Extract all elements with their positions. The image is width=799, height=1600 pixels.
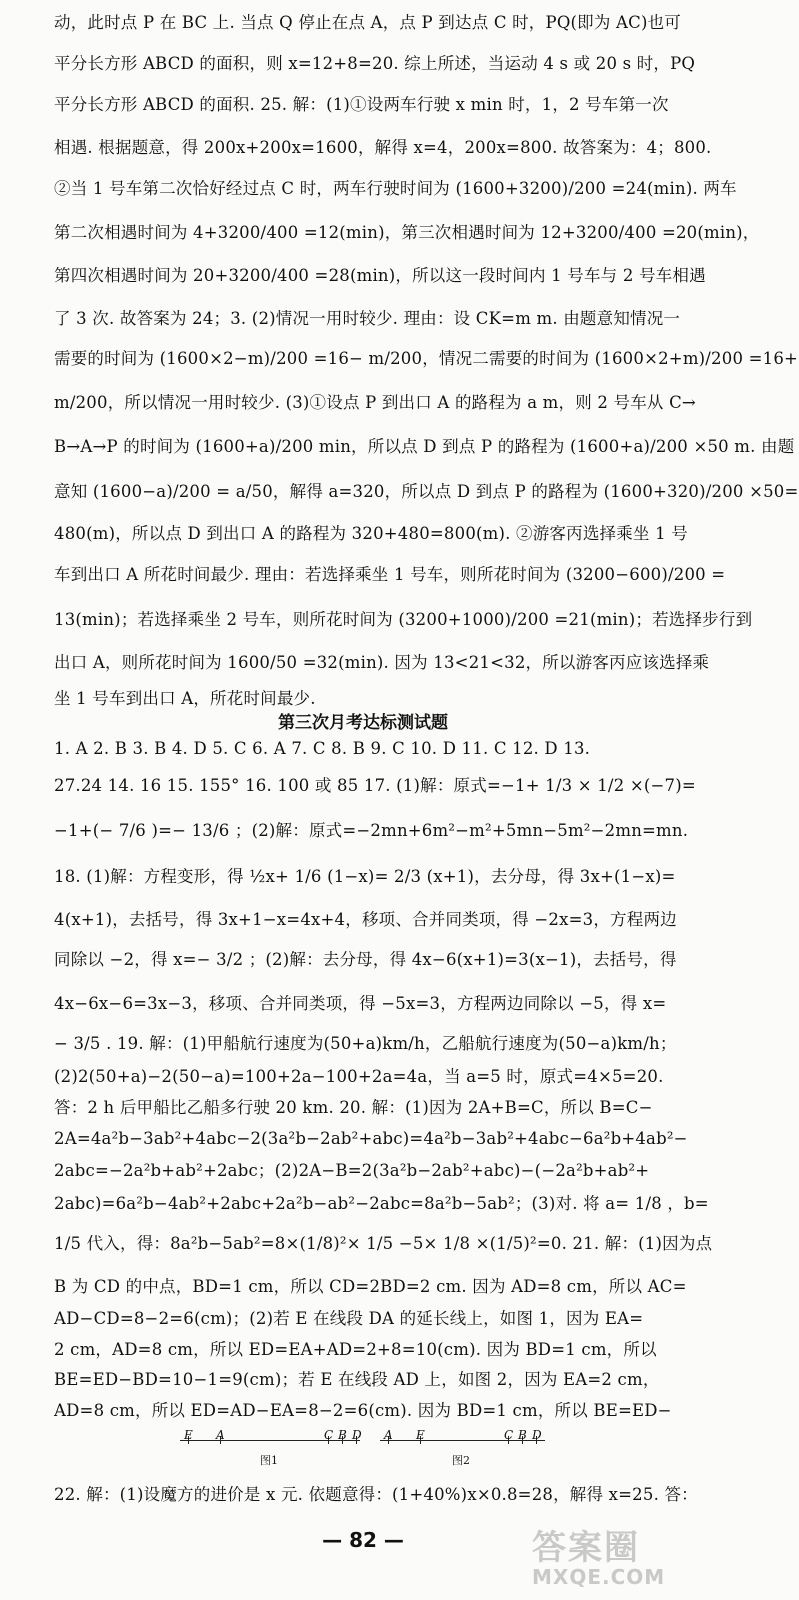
- text-line: 需要的时间为 (1600×2−m)/200 =16− m/200，情况二需要的时间为 (1600×2+m)/200 =16+: [54, 349, 799, 368]
- answer-line: 18. (1)解：方程变形，得 ½x+ 1/6 (1−x)= 2/3 (x+1)，去分母，得 3x+(1−x)=: [54, 867, 676, 886]
- answer-line: 4x−6x−6=3x−3，移项、合并同类项，得 −5x=3，方程两边同除以 −5，得 x=: [54, 994, 667, 1013]
- point-label-d: D: [532, 1428, 542, 1442]
- text-line: 坐 1 号车到出口 A，所花时间最少.: [54, 689, 316, 708]
- text-line: 了 3 次. 故答案为 24；3. (2)情况一用时较少. 理由：设 CK=m m. 由题意知情况一: [54, 309, 681, 328]
- text-line: 意知 (1600−a)/200 = a/50，解得 a=320，所以点 D 到点 P 的路程为 (1600+320)/200 ×50=: [54, 482, 799, 501]
- answer-line: 2 cm，AD=8 cm，所以 ED=EA+AD=2+8=10(cm). 因为 BD=1 cm，所以: [54, 1340, 657, 1359]
- answer-line: 1. A 2. B 3. B 4. D 5. C 6. A 7. C 8. B 9. C 10. D 11. C 12. D 13.: [54, 739, 591, 758]
- point-label-c: C: [324, 1428, 334, 1442]
- text-line: 车到出口 A 所花时间最少. 理由：若选择乘坐 1 号车，则所花时间为 (3200−600)/200 =: [54, 565, 726, 584]
- text-line: 动，此时点 P 在 BC 上. 当点 Q 停止在点 A，点 P 到达点 C 时，PQ(即为 AC)也可: [54, 13, 682, 32]
- line-segment-figures: [180, 1430, 560, 1474]
- text-line: m/200，所以情况一用时较少. (3)①设点 P 到出口 A 的路程为 a m，则 2 号车从 C→: [54, 393, 696, 412]
- page-number: — 82 —: [322, 1528, 404, 1552]
- text-line: 22. 解：(1)设魔方的进价是 x 元. 依题意得：(1+40%)x×0.8=28，解得 x=25. 答：: [54, 1485, 698, 1504]
- watermark-text: 答案圈: [532, 1528, 640, 1568]
- answer-line: −1+(− 7/6 )=− 13/6 ；(2)解：原式=−2mn+6m²−m²+5mn−5m²−2mn=mn.: [54, 821, 689, 840]
- point-label-c: C: [504, 1428, 514, 1442]
- figure-2: [380, 1430, 545, 1474]
- text-line: 13(min)；若选择乘坐 2 号车，则所花时间为 (3200+1000)/200 =21(min)；若选择步行到: [54, 610, 753, 629]
- answer-line: 1/5 代入，得：8a²b−5ab²=8×(1/8)²× 1/5 −5× 1/8 ×(1/5)²=0. 21. 解：(1)因为点: [54, 1234, 713, 1253]
- point-label-e: E: [184, 1428, 193, 1442]
- point-label-a: A: [384, 1428, 393, 1442]
- answer-line: (2)2(50+a)−2(50−a)=100+2a−100+2a=4a，当 a=5 时，原式=4×5=20.: [54, 1067, 664, 1086]
- answer-line: 答：2 h 后甲船比乙船多行驶 20 km. 20. 解：(1)因为 2A+B=C，所以 B=C−: [54, 1098, 653, 1117]
- text-line: 出口 A，则所花时间为 1600/50 =32(min). 因为 13<21<32，所以游客丙应该选择乘: [54, 653, 710, 672]
- text-line: ②当 1 号车第二次恰好经过点 C 时，两车行驶时间为 (1600+3200)/200 =24(min). 两车: [54, 179, 737, 198]
- answer-line: BE=ED−BD=10−1=9(cm)；若 E 在线段 AD 上，如图 2，因为 EA=2 cm，: [54, 1370, 660, 1389]
- answer-line: 同除以 −2，得 x=− 3/2 ；(2)解：去分母，得 4x−6(x+1)=3(x−1)，去括号，得: [54, 950, 677, 969]
- watermark-logo: [532, 1530, 712, 1594]
- point-label-e: E: [416, 1428, 425, 1442]
- answer-line: AD=8 cm，所以 ED=AD−EA=8−2=6(cm). 因为 BD=1 cm，所以 BE=ED−: [54, 1401, 672, 1420]
- point-label-b: B: [338, 1428, 347, 1442]
- answer-line: 2abc=−2a²b+ab²+2abc；(2)2A−B=2(3a²b−2ab²+abc)−(−2a²b+ab²+: [54, 1161, 650, 1180]
- figure-caption: 图1: [260, 1454, 278, 1467]
- text-line: 平分长方形 ABCD 的面积. 25. 解：(1)①设两车行驶 x min 时，1，2 号车第一次: [54, 95, 669, 114]
- text-line: 480(m)，所以点 D 到出口 A 的路程为 320+480=800(m). ②游客丙选择乘坐 1 号: [54, 524, 688, 543]
- point-label-d: D: [352, 1428, 362, 1442]
- answer-line: 27.24 14. 16 15. 155° 16. 100 或 85 17. (1)解：原式=−1+ 1/3 × 1/2 ×(−7)=: [54, 776, 696, 795]
- point-label-b: B: [518, 1428, 527, 1442]
- answer-line: 2A=4a²b−3ab²+4abc−2(3a²b−2ab²+abc)=4a²b−3ab²+4abc−6a²b+4ab²−: [54, 1129, 688, 1148]
- point-label-a: A: [216, 1428, 225, 1442]
- answer-line: 4(x+1)，去括号，得 3x+1−x=4x+4，移项、合并同类项，得 −2x=3，方程两边: [54, 910, 677, 929]
- text-line: 相遇. 根据题意，得 200x+200x=1600，解得 x=4，200x=800. 故答案为：4；800.: [54, 138, 712, 157]
- text-line: 第四次相遇时间为 20+3200/400 =28(min)，所以这一段时间内 1 号车与 2 号车相遇: [54, 266, 706, 285]
- answer-line: 2abc)=6a²b−4ab²+2abc+2a²b−ab²−2abc=8a²b−5ab²；(3)对. 将 a= 1/8 ，b=: [54, 1194, 709, 1213]
- figure-caption: 图2: [452, 1454, 470, 1467]
- answer-line: AD−CD=8−2=6(cm)；(2)若 E 在线段 DA 的延长线上，如图 1，因为 EA=: [54, 1309, 644, 1328]
- section-heading: 第三次月考达标测试题: [278, 713, 448, 733]
- text-line: B→A→P 的时间为 (1600+a)/200 min，所以点 D 到点 P 的路程为 (1600+a)/200 ×50 m. 由题: [54, 437, 795, 456]
- figure-1: [180, 1430, 360, 1474]
- answer-line: − 3/5 . 19. 解：(1)甲船航行速度为(50+a)km/h，乙船航行速度为(50−a)km/h；: [54, 1034, 677, 1053]
- watermark-url: MXQE.COM: [532, 1565, 666, 1589]
- answer-line: B 为 CD 的中点，BD=1 cm，所以 CD=2BD=2 cm. 因为 AD=8 cm，所以 AC=: [54, 1277, 687, 1296]
- text-line: 第二次相遇时间为 4+3200/400 =12(min)，第三次相遇时间为 12+3200/400 =20(min)，: [54, 223, 760, 242]
- text-line: 平分长方形 ABCD 的面积，则 x=12+8=20. 综上所述，当运动 4 s 或 20 s 时，PQ: [54, 54, 696, 73]
